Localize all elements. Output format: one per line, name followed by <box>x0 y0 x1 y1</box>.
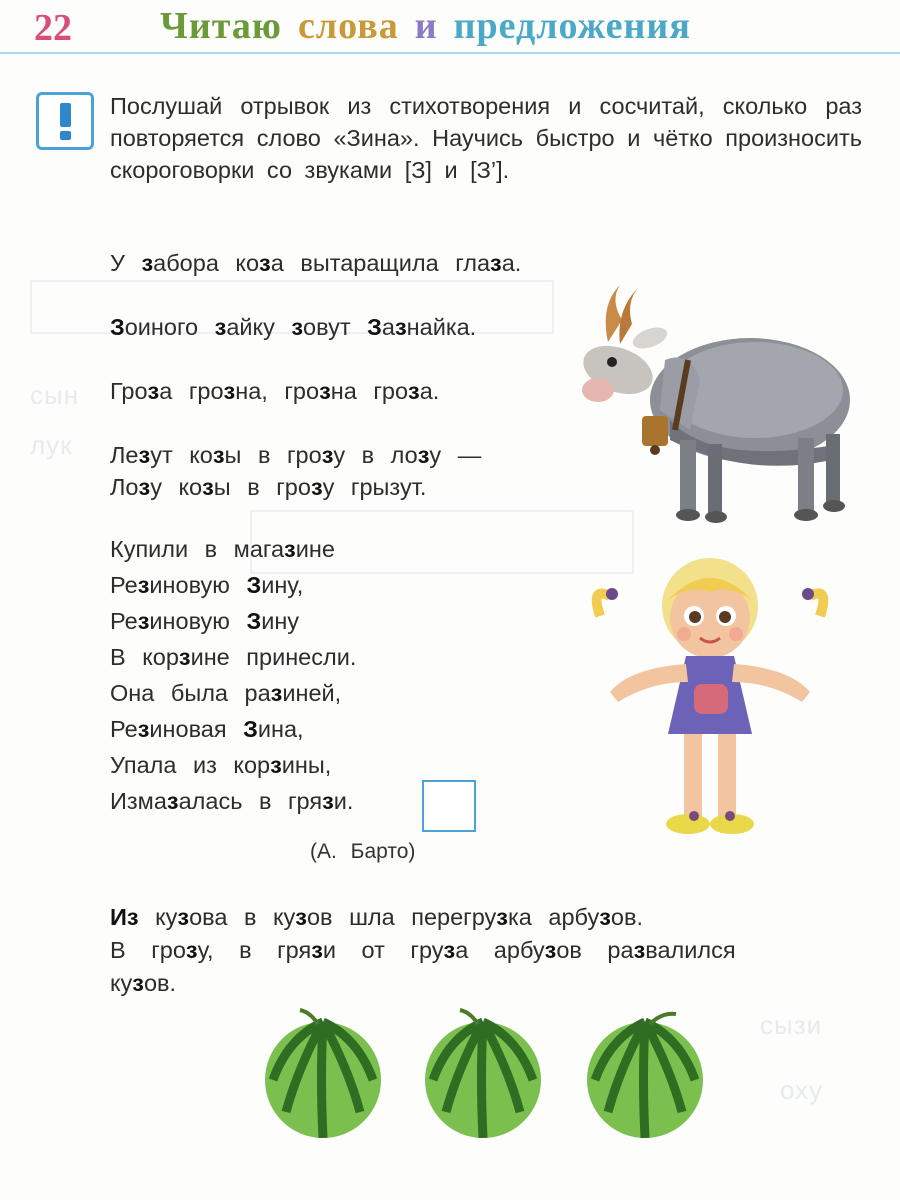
tongue-twister-line: Зоиного зайку зовут Зазнайка. <box>110 314 477 340</box>
tongue-twister-line: Гроза грозна, грозна гроза. <box>110 378 440 404</box>
bleed-text: оху <box>780 1075 824 1105</box>
poem-line: Купили в магазине <box>110 536 335 562</box>
page-title <box>160 4 707 48</box>
poem-line: Измазалась в грязи. <box>110 788 354 814</box>
answer-box[interactable] <box>422 780 476 832</box>
poem-line: В корзине принесли. <box>110 644 357 670</box>
tongue-twister-line: Лезут козы в грозу в лозу — <box>110 442 482 468</box>
title-word: и <box>414 5 438 47</box>
title-word: слова <box>297 5 399 47</box>
title-word: предложения <box>453 5 691 47</box>
goat-illustration <box>570 280 870 530</box>
exclamation-icon <box>36 92 94 150</box>
poem-line: Она была разиней, <box>110 680 342 706</box>
watermelon-illustration <box>580 1008 710 1138</box>
tongue-twister-line: В грозу, в грязи от груза арбузов развалился <box>110 937 736 963</box>
tongue-twister-line: Лозу козы в грозу грызут. <box>110 474 427 500</box>
girl-doll-illustration <box>590 556 830 846</box>
tongue-twister-line: Из кузова в кузов шла перегрузка арбузов. <box>110 904 643 930</box>
instruction-text: Послушай отрывок из стихотворения и сосчитай, сколько раз повторяется слово «Зина». Научись быстро и чётко произносить скороговорки со звуками [З] и [З’]. <box>110 93 862 183</box>
header-divider <box>0 52 900 54</box>
bleed-text: лук <box>30 430 73 460</box>
poem-line: Резиновую Зину, <box>110 572 304 598</box>
tongue-twister-line: кузов. <box>110 970 177 996</box>
page-number: 22 <box>34 7 72 49</box>
tongue-twister-line: У забора коза вытаращила глаза. <box>110 250 522 276</box>
bleed-text: сын <box>30 380 80 410</box>
poem-line: Упала из корзины, <box>110 752 332 778</box>
poem-author: (А. Барто) <box>310 840 416 863</box>
poem-line: Резиновая Зина, <box>110 716 304 742</box>
watermelon-illustration <box>258 1008 388 1138</box>
watermelon-illustration <box>418 1008 548 1138</box>
bleed-text: сызи <box>760 1010 823 1040</box>
poem-line: Резиновую Зину <box>110 608 300 634</box>
title-word: Читаю <box>160 5 282 47</box>
